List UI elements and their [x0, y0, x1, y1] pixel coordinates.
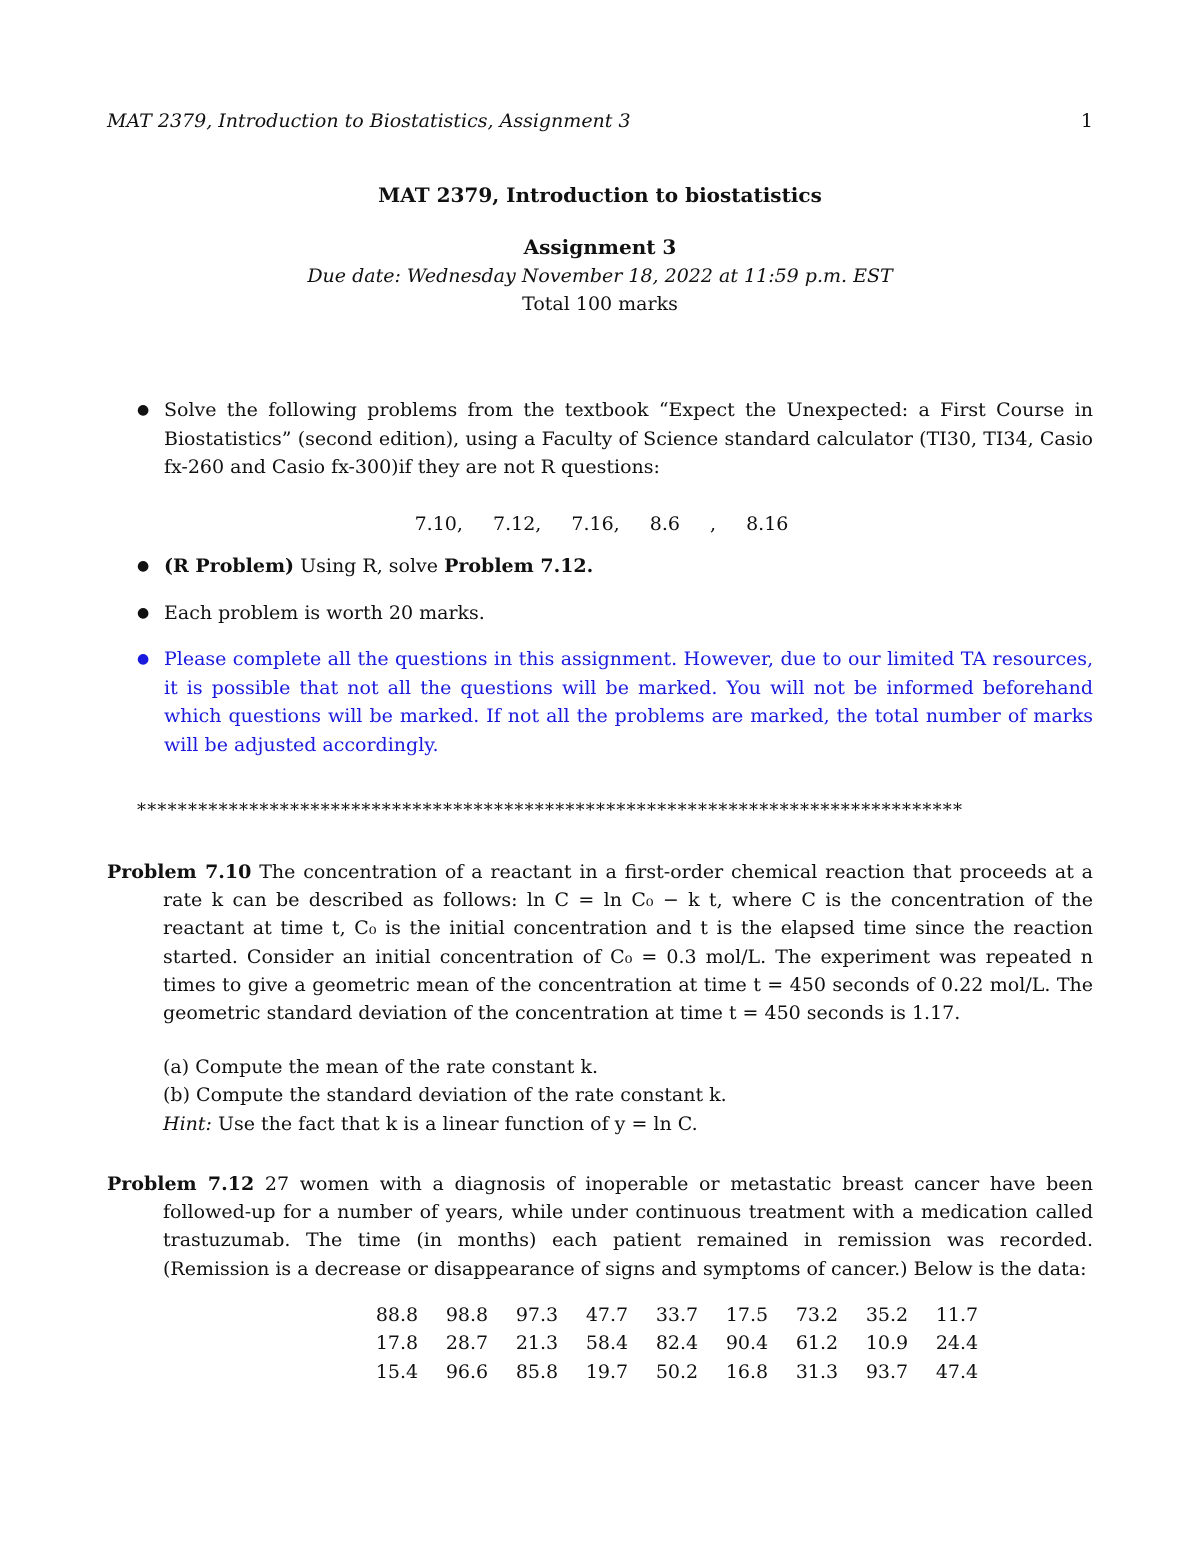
- table-cell: 17.8: [375, 1332, 419, 1355]
- bullet-icon: ●: [137, 651, 150, 667]
- table-cell: 88.8: [375, 1303, 419, 1326]
- table-cell: 85.8: [515, 1360, 559, 1383]
- table-cell: 35.2: [865, 1303, 909, 1326]
- bullet-r-problem: [137, 552, 1093, 581]
- table-cell: 33.7: [655, 1303, 699, 1326]
- table-cell: 21.3: [515, 1332, 559, 1355]
- bullet-worth: [137, 599, 1093, 628]
- table-cell: 82.4: [655, 1332, 699, 1355]
- table-cell: 10.9: [865, 1332, 909, 1355]
- bullet-icon: ●: [137, 604, 150, 621]
- problem-list: 7.10, 7.12, 7.16, 8.6 , 8.16: [414, 513, 789, 535]
- hint: [163, 1110, 1093, 1138]
- table-cell: 58.4: [585, 1332, 629, 1355]
- running-header: [107, 110, 1093, 138]
- table-cell: 47.7: [585, 1303, 629, 1326]
- due-date: Due date: Wednesday November 18, 2022 at 11:59 p.m. EST: [307, 265, 893, 287]
- bullet-notice: [137, 645, 1093, 759]
- table-cell: 28.7: [445, 1332, 489, 1355]
- table-cell: 47.4: [935, 1360, 979, 1383]
- bullet-solve: [137, 396, 1093, 510]
- table-row: [362, 1329, 992, 1358]
- problem-7-10-label: Problem 7.10: [107, 861, 252, 883]
- worth-text: Each problem is worth 20 marks.: [164, 601, 485, 624]
- table-cell: 73.2: [795, 1303, 839, 1326]
- table-cell: 61.2: [795, 1332, 839, 1355]
- problem-7-10: [107, 858, 1093, 1138]
- table-cell: 11.7: [935, 1303, 979, 1326]
- solve-text: Solve the following problems from the textbook “Expect the Unexpected: a First Course in Biostatistics” (second edition), using a Faculty of Science standard calculator (TI30, TI34, Casio fx-260 and Casio fx-300)if they are not R questions:: [164, 399, 1093, 478]
- title-block: [0, 180, 1200, 318]
- instructions-list: [137, 396, 1093, 759]
- separator-line: *********************************************************************************: [137, 800, 964, 821]
- total-marks: Total 100 marks: [522, 293, 678, 315]
- table-cell: 96.6: [445, 1360, 489, 1383]
- problem-7-10-text: The concentration of a reactant in a first-order chemical reaction that proceeds at a rate k can be described as follows: ln C = ln C₀ − k t, where C is the concentration of the reactant at time t, C₀ is the initial concentration and t is the elapsed time since the reaction started. Consider an initial concentration of C₀ = 0.3 mol/L. The experiment was repeated n times to give a geometric mean of the concentration at time t = 450 seconds of 0.22 mol/L. The geometric standard deviation of the concentration at time t = 450 seconds is 1.17.: [163, 861, 1093, 1025]
- table-cell: 15.4: [375, 1360, 419, 1383]
- problem-7-12-body: [107, 1170, 1093, 1283]
- table-row: [362, 1301, 992, 1330]
- table-cell: 19.7: [585, 1360, 629, 1383]
- table-cell: 93.7: [865, 1360, 909, 1383]
- table-cell: 17.5: [725, 1303, 769, 1326]
- running-title: MAT 2379, Introduction to Biostatistics, Assignment 3: [107, 110, 631, 132]
- table-cell: 50.2: [655, 1360, 699, 1383]
- bullet-icon: ●: [137, 402, 150, 418]
- page-number: 1: [1080, 110, 1093, 132]
- part-a: (a) Compute the mean of the rate constant k.: [163, 1056, 599, 1079]
- problem-7-12: [107, 1170, 1093, 1386]
- assignment-title: Assignment 3: [523, 235, 677, 259]
- remission-data-table: [362, 1301, 992, 1387]
- table-cell: 90.4: [725, 1332, 769, 1355]
- hint-text: Use the fact that k is a linear function of y = ln C.: [217, 1112, 698, 1135]
- hint-label: Hint:: [163, 1112, 212, 1135]
- part-b: (b) Compute the standard deviation of the rate constant k.: [163, 1084, 727, 1107]
- bullet-icon: ●: [137, 558, 150, 574]
- r-problem-target: Problem 7.12.: [444, 555, 594, 577]
- problem-7-12-text: 27 women with a diagnosis of inoperable or metastatic breast cancer have been followed-up for a number of years, while under continuous treatment with a medication called trastuzumab. The time (in months) each patient remained in remission was recorded. (Remission is a decrease or disappearance of signs and symptoms of cancer.) Below is the data:: [163, 1173, 1094, 1280]
- table-cell: 16.8: [725, 1360, 769, 1383]
- problem-7-10-body: [107, 858, 1093, 1027]
- course-title: MAT 2379, Introduction to biostatistics: [378, 183, 822, 207]
- table-cell: 24.4: [935, 1332, 979, 1355]
- r-problem-label: (R Problem): [164, 555, 295, 577]
- table-cell: 31.3: [795, 1360, 839, 1383]
- notice-text: Please complete all the questions in this assignment. However, due to our limited TA resources, it is possible that not all the questions will be marked. You will not be informed beforehand which questions will be marked. If not all the problems are marked, the total number of marks will be adjusted accordingly.: [164, 648, 1093, 756]
- r-problem-text: Using R, solve: [300, 555, 439, 577]
- table-row: [362, 1358, 992, 1387]
- problem-7-10-parts: [107, 1053, 1093, 1138]
- problem-7-12-label: Problem 7.12: [107, 1173, 255, 1195]
- table-cell: 98.8: [445, 1303, 489, 1326]
- table-cell: 97.3: [515, 1303, 559, 1326]
